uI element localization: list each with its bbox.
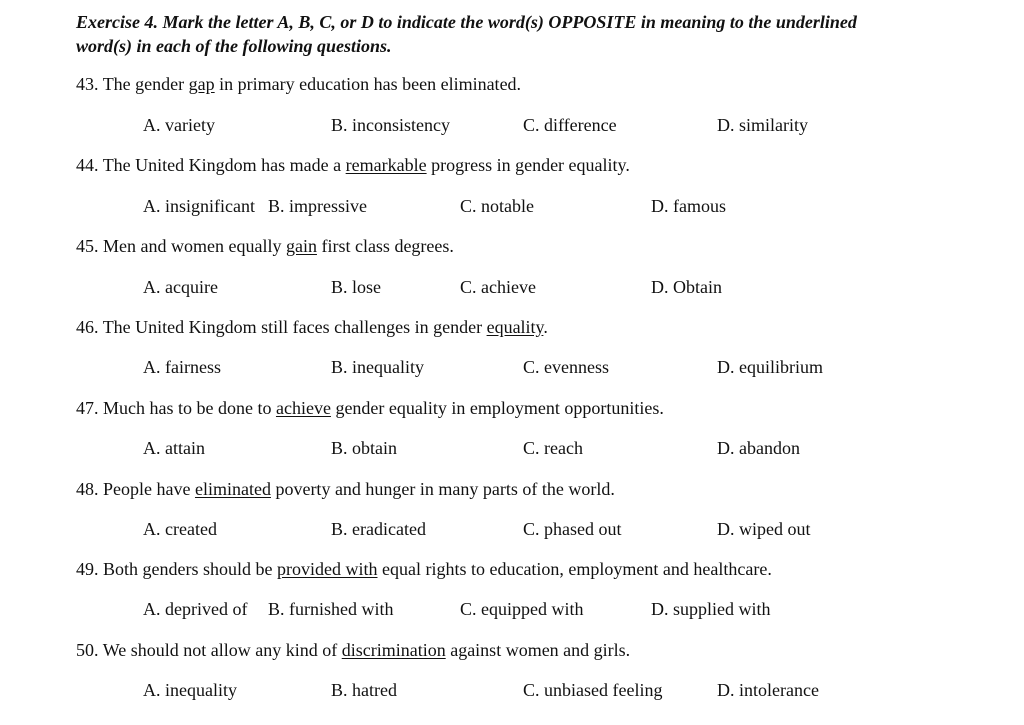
underlined-word: remarkable	[345, 155, 427, 175]
option-a: A. created	[143, 519, 217, 539]
option-c: C. evenness	[523, 357, 609, 377]
option-c: C. notable	[460, 196, 534, 216]
option-d: D. equilibrium	[717, 357, 823, 377]
option-a: A. inequality	[143, 680, 237, 700]
option-d: D. wiped out	[717, 519, 811, 539]
option-a: A. variety	[143, 115, 215, 135]
underlined-word: gain	[285, 236, 317, 256]
question-text-after: first class degrees.	[316, 236, 454, 256]
option-a: A. attain	[143, 438, 205, 458]
option-b: B. lose	[331, 277, 382, 297]
exercise-heading	[76, 10, 976, 58]
option-b: B. furnished with	[268, 599, 394, 619]
option-b: B. inconsistency	[331, 115, 450, 135]
option-d: D. similarity	[717, 115, 808, 135]
question-text-before: We should not allow any kind of	[102, 640, 342, 660]
underlined-word: provided with	[276, 559, 378, 579]
question-45	[76, 235, 454, 257]
question-47	[76, 397, 664, 419]
underlined-word: equality	[486, 317, 544, 337]
option-c: C. unbiased feeling	[523, 680, 663, 700]
option-d: D. Obtain	[651, 277, 722, 297]
option-a: A. insignificant	[143, 196, 255, 216]
option-d: D. famous	[651, 196, 726, 216]
question-number: 49.	[76, 559, 99, 579]
question-text-before: The gender	[102, 74, 189, 94]
question-text-after: against women and girls.	[445, 640, 631, 660]
question-text-before: Both genders should be	[103, 559, 277, 579]
option-a: A. deprived of	[143, 599, 248, 619]
question-46	[76, 316, 548, 338]
underlined-word: gap	[188, 74, 215, 94]
question-text-after: .	[543, 317, 548, 337]
question-text-before: People have	[103, 479, 195, 499]
question-text-before: Much has to be done to	[103, 398, 276, 418]
question-50	[76, 639, 630, 661]
heading-line-1: Exercise 4. Mark the letter A, B, C, or D to indicate the word(s) OPPOSITE in meaning to the underlined	[76, 12, 857, 32]
question-text-after: in primary education has been eliminated.	[214, 74, 522, 94]
option-b: B. inequality	[331, 357, 424, 377]
underlined-word: discrimination	[341, 640, 446, 660]
option-d: D. supplied with	[651, 599, 771, 619]
question-49	[76, 558, 772, 580]
question-text-after: gender equality in employment opportunities.	[330, 398, 664, 418]
question-43	[76, 73, 521, 95]
option-a: A. fairness	[143, 357, 221, 377]
question-text-before: The United Kingdom has made a	[102, 155, 346, 175]
question-text-before: Men and women equally	[103, 236, 286, 256]
question-number: 50.	[76, 640, 99, 660]
option-a: A. acquire	[143, 277, 218, 297]
option-b: B. hatred	[331, 680, 397, 700]
question-48	[76, 478, 615, 500]
question-number: 44.	[76, 155, 99, 175]
option-c: C. difference	[523, 115, 617, 135]
option-c: C. phased out	[523, 519, 622, 539]
question-text-before: The United Kingdom still faces challenges in gender	[102, 317, 487, 337]
question-number: 45.	[76, 236, 99, 256]
question-number: 48.	[76, 479, 99, 499]
question-44	[76, 154, 630, 176]
option-b: B. impressive	[268, 196, 367, 216]
question-text-after: equal rights to education, employment and healthcare.	[377, 559, 772, 579]
option-c: C. achieve	[460, 277, 536, 297]
underlined-word: achieve	[275, 398, 331, 418]
question-number: 43.	[76, 74, 99, 94]
question-number: 46.	[76, 317, 99, 337]
question-number: 47.	[76, 398, 99, 418]
option-b: B. obtain	[331, 438, 397, 458]
option-d: D. abandon	[717, 438, 800, 458]
option-c: C. equipped with	[460, 599, 584, 619]
option-b: B. eradicated	[331, 519, 426, 539]
option-c: C. reach	[523, 438, 583, 458]
question-text-after: progress in gender equality.	[426, 155, 630, 175]
underlined-word: eliminated	[194, 479, 271, 499]
option-d: D. intolerance	[717, 680, 819, 700]
question-text-after: poverty and hunger in many parts of the world.	[270, 479, 615, 499]
heading-line-2: word(s) in each of the following questions.	[76, 36, 392, 56]
